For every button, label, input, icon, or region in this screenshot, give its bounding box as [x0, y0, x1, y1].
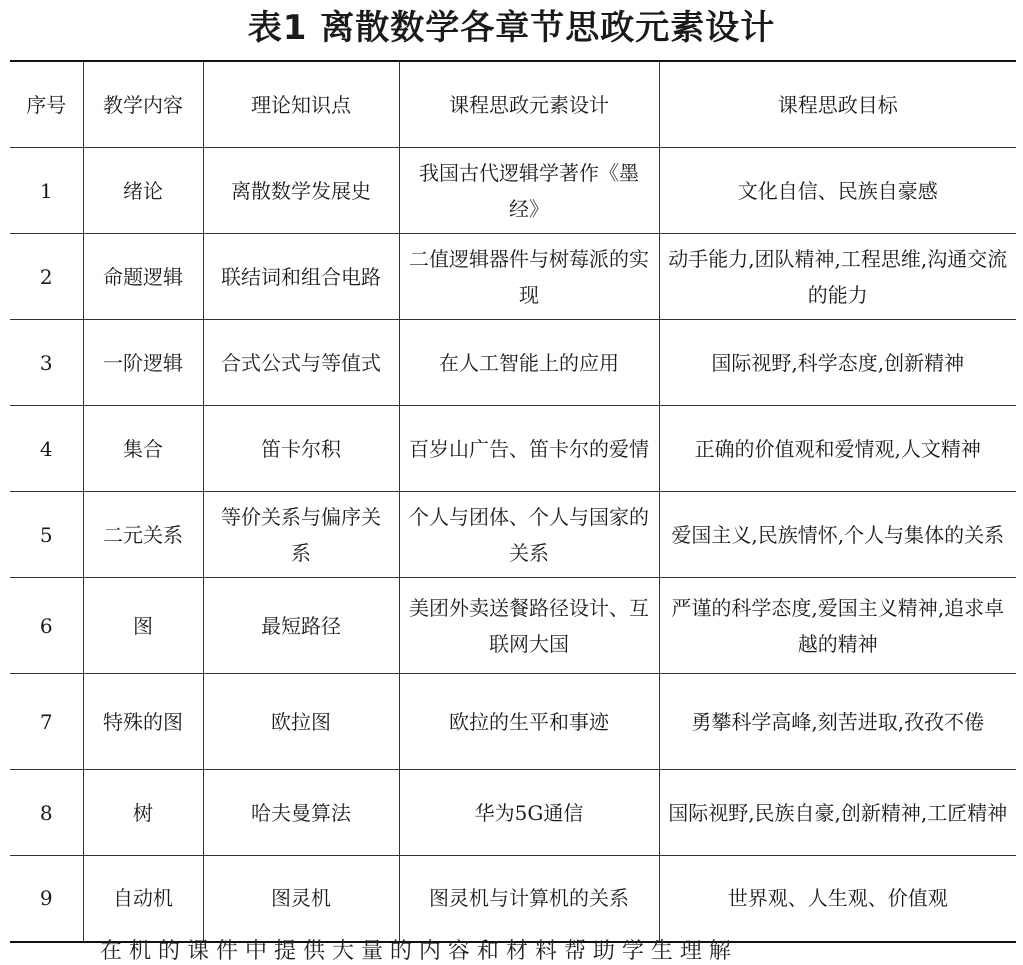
cell-design: 二值逻辑器件与树莓派的实现 [399, 234, 659, 320]
cell-index: 4 [10, 406, 83, 492]
cell-knowledge: 笛卡尔积 [203, 406, 399, 492]
cell-knowledge: 哈夫曼算法 [203, 770, 399, 856]
cell-content: 绪论 [83, 148, 203, 234]
header-teaching-content: 教学内容 [83, 61, 203, 148]
table-row [10, 148, 1016, 234]
cell-goal: 爱国主义,民族情怀,个人与集体的关系 [659, 492, 1016, 578]
cell-content: 命题逻辑 [83, 234, 203, 320]
header-goal: 课程思政目标 [659, 61, 1016, 148]
cell-goal: 国际视野,科学态度,创新精神 [659, 320, 1016, 406]
table-row [10, 406, 1016, 492]
cell-knowledge: 图灵机 [203, 856, 399, 942]
cell-goal: 严谨的科学态度,爱国主义精神,追求卓越的精神 [659, 578, 1016, 674]
cell-index: 5 [10, 492, 83, 578]
cell-design: 美团外卖送餐路径设计、互联网大国 [399, 578, 659, 674]
cell-knowledge: 等价关系与偏序关系 [203, 492, 399, 578]
cell-index: 9 [10, 856, 83, 942]
cell-content: 树 [83, 770, 203, 856]
cell-content: 图 [83, 578, 203, 674]
cell-index: 6 [10, 578, 83, 674]
cell-knowledge: 最短路径 [203, 578, 399, 674]
cell-knowledge: 欧拉图 [203, 674, 399, 770]
table-row [10, 578, 1016, 674]
cell-goal: 国际视野,民族自豪,创新精神,工匠精神 [659, 770, 1016, 856]
cell-goal: 正确的价值观和爱情观,人文精神 [659, 406, 1016, 492]
table-row [10, 234, 1016, 320]
cell-content: 特殊的图 [83, 674, 203, 770]
cell-goal: 动手能力,团队精神,工程思维,沟通交流的能力 [659, 234, 1016, 320]
cell-index: 2 [10, 234, 83, 320]
cell-index: 3 [10, 320, 83, 406]
table-title: 表1 离散数学各章节思政元素设计 [247, 8, 776, 48]
cell-knowledge: 离散数学发展史 [203, 148, 399, 234]
table-row [10, 320, 1016, 406]
table-header-row [10, 61, 1016, 148]
header-knowledge-point: 理论知识点 [203, 61, 399, 148]
cell-design: 华为5G通信 [399, 770, 659, 856]
cell-index: 7 [10, 674, 83, 770]
cell-design: 个人与团体、个人与国家的关系 [399, 492, 659, 578]
cell-design: 欧拉的生平和事迹 [399, 674, 659, 770]
cell-design: 百岁山广告、笛卡尔的爱情 [399, 406, 659, 492]
cell-design: 图灵机与计算机的关系 [399, 856, 659, 942]
cell-design: 我国古代逻辑学著作《墨经》 [399, 148, 659, 234]
table-row [10, 856, 1016, 942]
cell-knowledge: 合式公式与等值式 [203, 320, 399, 406]
curriculum-table [10, 60, 1016, 943]
header-index: 序号 [10, 61, 83, 148]
table-row [10, 770, 1016, 856]
cut-off-body-text: 在 机 的 课 件 中 提 供 大 量 的 内 容 和 材 料 帮 助 学 生 理 解 [100, 939, 731, 964]
cell-content: 一阶逻辑 [83, 320, 203, 406]
table-row [10, 492, 1016, 578]
cell-content: 自动机 [83, 856, 203, 942]
cell-content: 集合 [83, 406, 203, 492]
table-row [10, 674, 1016, 770]
cell-index: 8 [10, 770, 83, 856]
cell-goal: 文化自信、民族自豪感 [659, 148, 1016, 234]
header-element-design: 课程思政元素设计 [399, 61, 659, 148]
cell-goal: 世界观、人生观、价值观 [659, 856, 1016, 942]
cell-design: 在人工智能上的应用 [399, 320, 659, 406]
cell-content: 二元关系 [83, 492, 203, 578]
cell-knowledge: 联结词和组合电路 [203, 234, 399, 320]
cell-goal: 勇攀科学高峰,刻苦进取,孜孜不倦 [659, 674, 1016, 770]
cell-index: 1 [10, 148, 83, 234]
